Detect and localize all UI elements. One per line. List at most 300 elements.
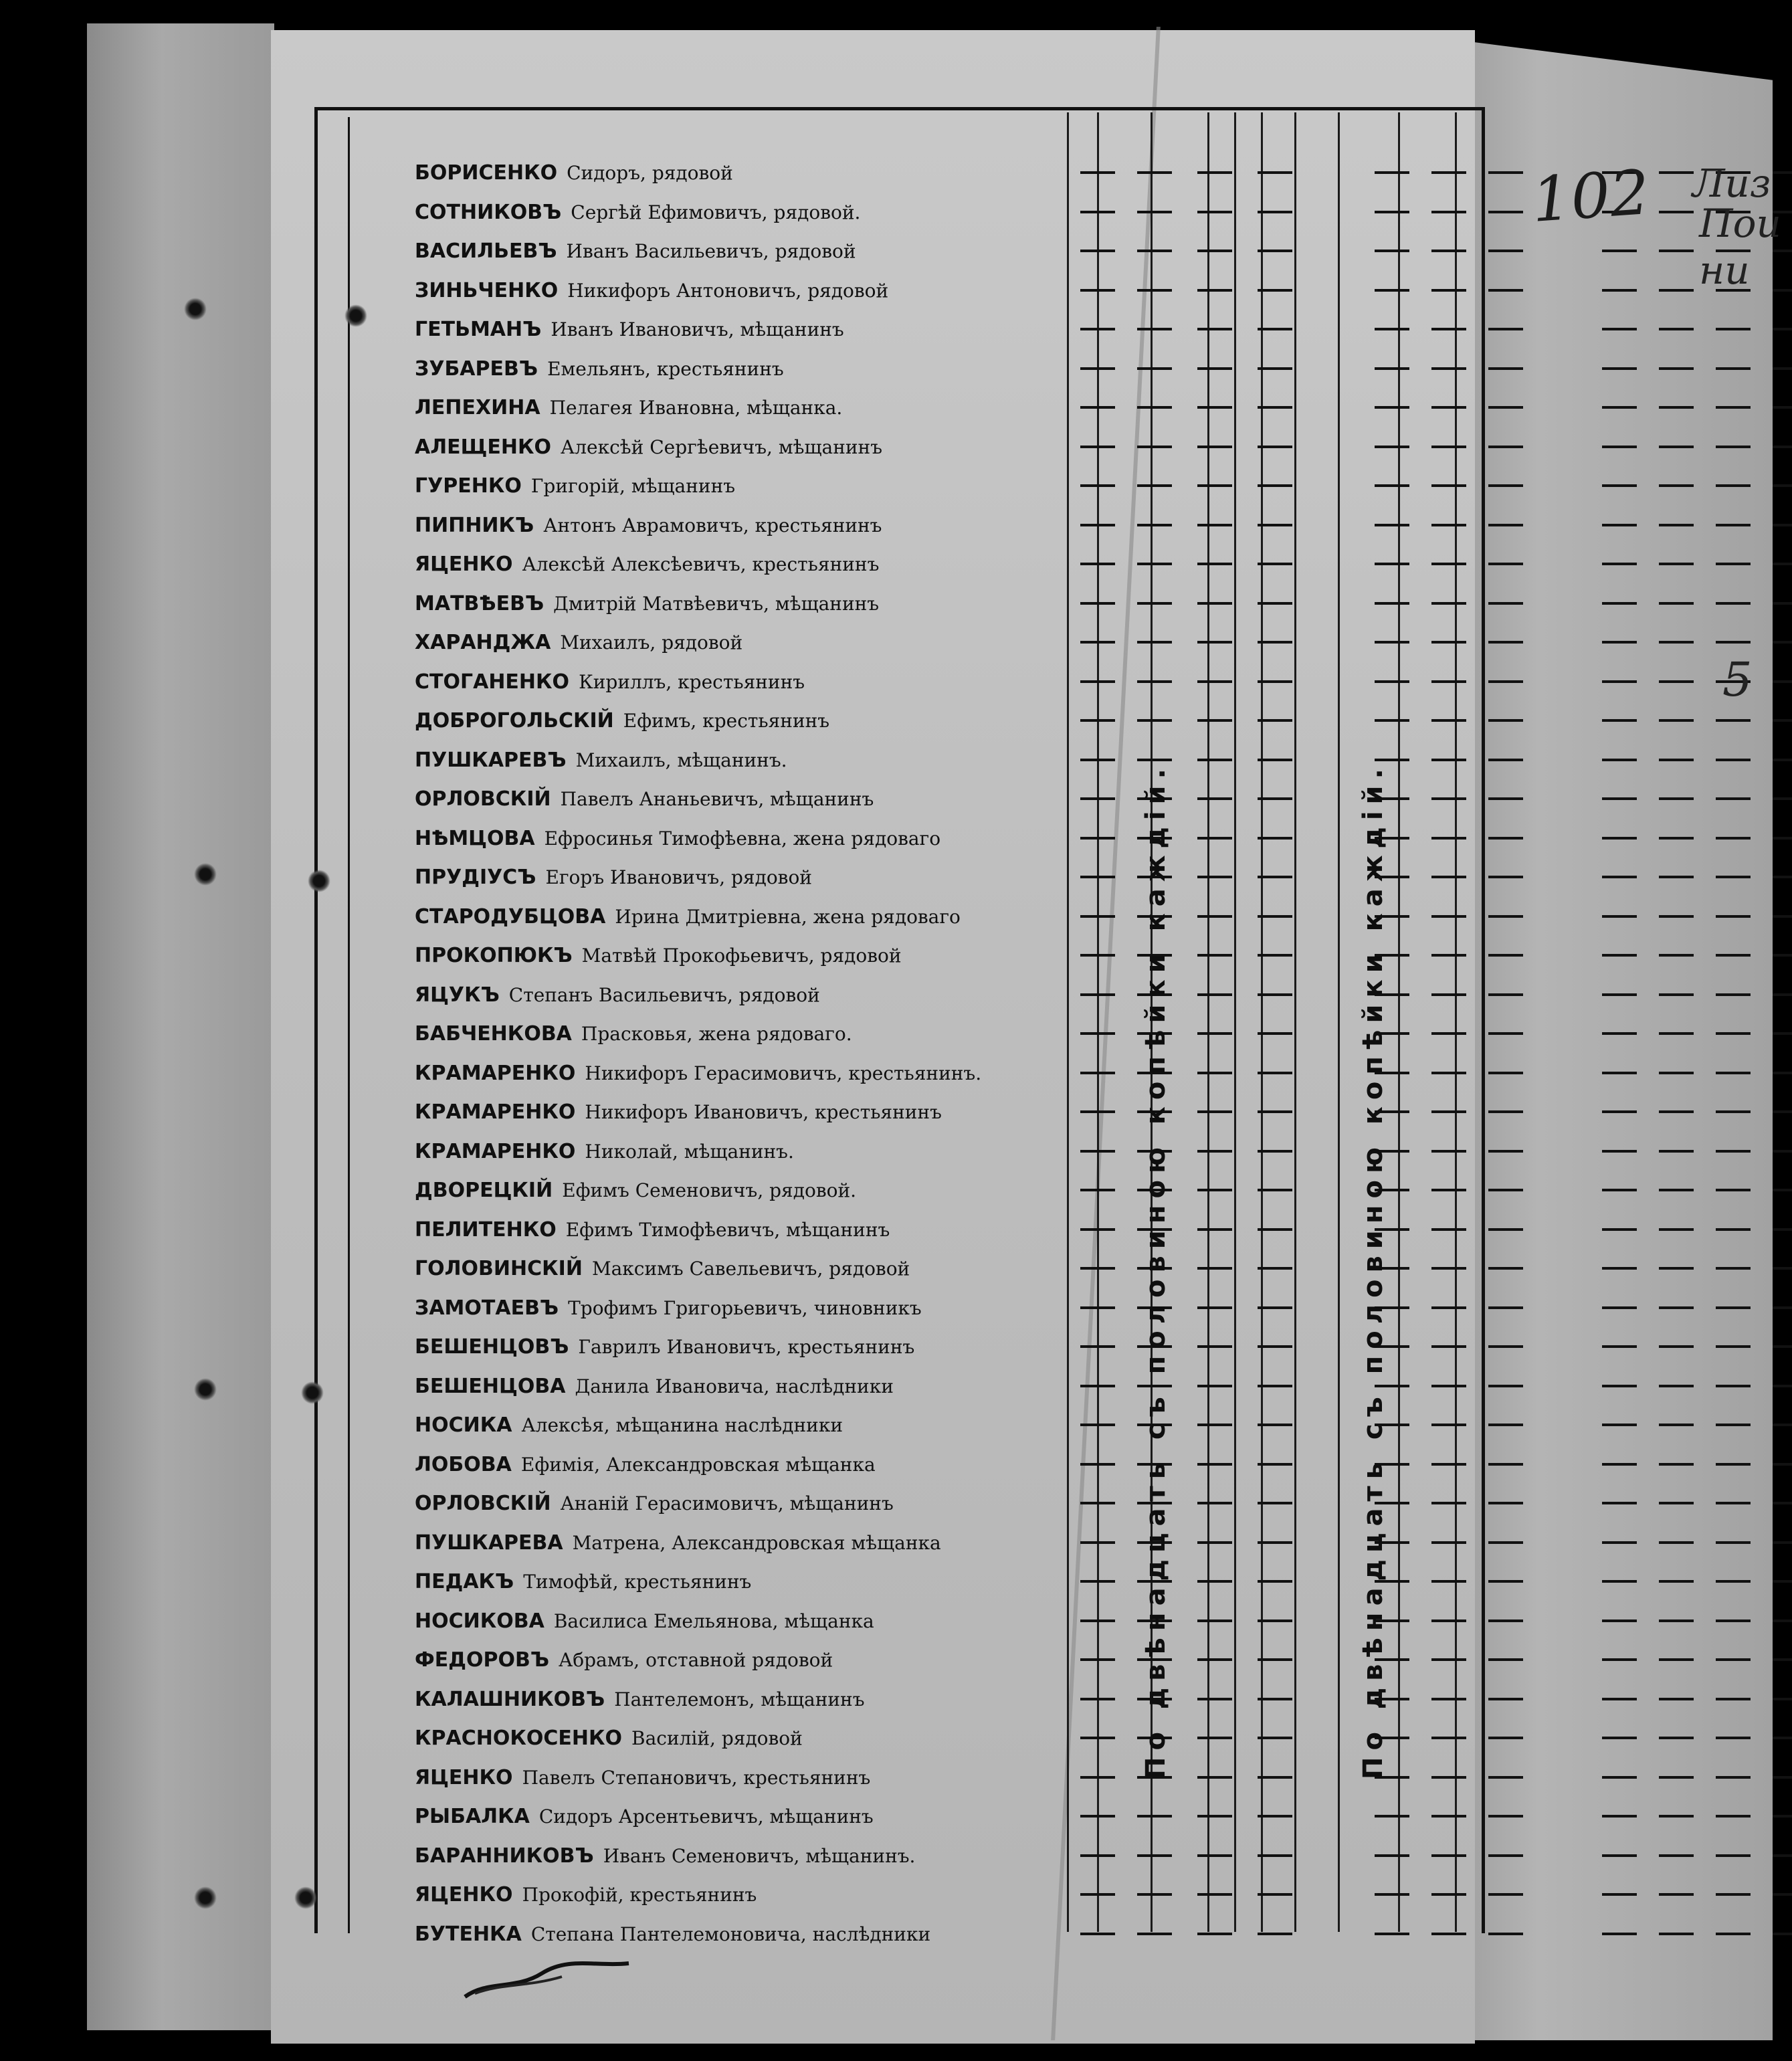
- ditto-mark: [1080, 954, 1115, 957]
- ditto-mark: [1431, 1032, 1466, 1035]
- ditto-mark: [1080, 328, 1115, 330]
- ditto-mark: [1080, 1541, 1115, 1544]
- ditto-mark: [1137, 1815, 1172, 1818]
- table-frame-left: [314, 107, 318, 1933]
- ditto-mark: [1773, 719, 1792, 722]
- ditto-mark: [1602, 1776, 1637, 1779]
- ditto-mark: [1137, 367, 1172, 370]
- ditto-mark: [1080, 719, 1115, 722]
- ditto-mark: [1488, 1815, 1523, 1818]
- entry-surname: ЯЦЕНКО: [415, 1765, 513, 1789]
- list-item: [415, 1915, 1458, 1955]
- ditto-mark: [1258, 1893, 1292, 1896]
- list-item: [415, 1876, 1458, 1915]
- entry-surname: НОСИКА: [415, 1413, 512, 1437]
- ditto-mark: [1258, 1072, 1292, 1074]
- entry-details: Пелагея Ивановна, мѣщанка.: [549, 397, 843, 419]
- ditto-mark: [1080, 602, 1115, 605]
- ditto-mark: [1137, 446, 1172, 448]
- ditto-mark: [1258, 1737, 1292, 1739]
- entry-details: Абрамъ, отставной рядовой: [559, 1649, 833, 1671]
- entry-details: Тимофѣй, крестьянинъ: [523, 1571, 752, 1593]
- ditto-mark: [1488, 1502, 1523, 1504]
- ditto-mark: [1602, 837, 1637, 840]
- ditto-mark: [1375, 719, 1409, 722]
- list-item: [415, 506, 1458, 546]
- ditto-mark: [1197, 1893, 1232, 1896]
- ditto-mark: [1716, 484, 1751, 487]
- ditto-mark: [1602, 797, 1637, 800]
- entry-details: Трофимъ Григорьевичъ, чиновникъ: [568, 1296, 922, 1319]
- list-item: [415, 780, 1458, 819]
- ditto-mark: [1488, 1385, 1523, 1387]
- ditto-mark: [1197, 171, 1232, 174]
- entry-surname: ПРОКОПЮКЪ: [415, 944, 573, 967]
- entry-ditto-marks: [1080, 1367, 1792, 1407]
- ditto-mark: [1659, 1228, 1694, 1231]
- ditto-mark: [1488, 1620, 1523, 1622]
- entry-ditto-marks: [1080, 310, 1792, 350]
- entry-ditto-marks: [1080, 585, 1792, 624]
- entry-surname: ЗУБАРЕВЪ: [415, 357, 538, 381]
- ditto-mark: [1716, 1698, 1751, 1700]
- entry-details: Максимъ Савельевичъ, рядовой: [591, 1258, 910, 1280]
- ditto-mark: [1137, 641, 1172, 644]
- ditto-mark: [1602, 680, 1637, 683]
- ditto-mark: [1080, 837, 1115, 840]
- ditto-mark: [1137, 719, 1172, 722]
- ditto-mark: [1197, 1267, 1232, 1270]
- ditto-mark: [1716, 1267, 1751, 1270]
- entry-ditto-marks: [1080, 1524, 1792, 1563]
- ditto-mark: [1431, 1815, 1466, 1818]
- ditto-mark: [1488, 876, 1523, 878]
- ditto-mark: [1716, 1072, 1751, 1074]
- ditto-mark: [1431, 759, 1466, 761]
- ditto-mark: [1197, 367, 1232, 370]
- entry-details: Степанъ Васильевичъ, рядовой: [508, 983, 820, 1006]
- entry-details: Григорій, мѣщанинъ: [530, 475, 736, 497]
- ditto-mark: [1258, 1698, 1292, 1700]
- entry-surname: ГОЛОВИНСКІЙ: [415, 1257, 583, 1280]
- ditto-mark: [1258, 1385, 1292, 1387]
- entry-ditto-marks: [1080, 976, 1792, 1015]
- entry-details: Прокофій, крестьянинъ: [522, 1884, 757, 1906]
- ink-scribble: [462, 1960, 635, 2000]
- ditto-mark: [1659, 680, 1694, 683]
- entry-ditto-marks: [1080, 272, 1792, 311]
- ditto-mark: [1773, 1072, 1792, 1074]
- entry-surname: БОРИСЕНКО: [415, 161, 558, 185]
- ditto-mark: [1602, 1737, 1637, 1739]
- ditto-mark: [1488, 446, 1523, 448]
- entry-ditto-marks: [1080, 1915, 1792, 1955]
- ditto-mark: [1659, 1854, 1694, 1857]
- ditto-mark: [1659, 1306, 1694, 1309]
- entry-surname: ГУРЕНКО: [415, 474, 522, 498]
- entry-details: Иванъ Ивановичъ, мѣщанинъ: [551, 318, 844, 340]
- ditto-mark: [1488, 837, 1523, 840]
- ditto-mark: [1258, 1228, 1292, 1231]
- ditto-mark: [1197, 1933, 1232, 1935]
- list-item: [415, 154, 1458, 193]
- ditto-mark: [1080, 915, 1115, 918]
- ditto-mark: [1602, 1267, 1637, 1270]
- ditto-mark: [1258, 1189, 1292, 1191]
- ditto-mark: [1602, 250, 1637, 252]
- ditto-mark: [1197, 1737, 1232, 1739]
- list-item: [415, 545, 1458, 585]
- ditto-mark: [1258, 1933, 1292, 1935]
- ditto-mark: [1137, 484, 1172, 487]
- ditto-mark: [1375, 759, 1409, 761]
- ditto-mark: [1258, 915, 1292, 918]
- ditto-mark: [1773, 446, 1792, 448]
- entry-surname: ПРУДІУСЪ: [415, 866, 536, 889]
- ditto-mark: [1602, 406, 1637, 409]
- list-item: [415, 819, 1458, 859]
- ditto-mark: [1431, 797, 1466, 800]
- list-item: [415, 585, 1458, 624]
- ditto-mark: [1659, 759, 1694, 761]
- entry-details: Пантелемонъ, мѣщанинъ: [614, 1688, 865, 1710]
- entry-ditto-marks: [1080, 1133, 1792, 1172]
- ditto-mark: [1431, 1306, 1466, 1309]
- ditto-mark: [1716, 876, 1751, 878]
- entry-surname: НОСИКОВА: [415, 1609, 544, 1633]
- ditto-mark: [1602, 1110, 1637, 1113]
- ditto-mark: [1431, 1150, 1466, 1153]
- entry-ditto-marks: [1080, 1876, 1792, 1915]
- ditto-mark: [1137, 289, 1172, 292]
- entry-ditto-marks: [1080, 506, 1792, 546]
- ditto-mark: [1137, 328, 1172, 330]
- ditto-mark: [1080, 171, 1115, 174]
- entry-details: Ефимія, Александровская мѣщанка: [520, 1453, 876, 1476]
- ditto-mark: [1488, 915, 1523, 918]
- ditto-mark: [1716, 1580, 1751, 1583]
- entry-details: Антонъ Аврамовичъ, крестьянинъ: [543, 514, 882, 536]
- margin-note-2: Пои: [1699, 201, 1781, 246]
- ditto-mark: [1488, 1776, 1523, 1779]
- ditto-mark: [1716, 1306, 1751, 1309]
- binding-hole: [301, 1381, 324, 1404]
- entry-ditto-marks: [1080, 1171, 1792, 1211]
- ditto-mark: [1602, 563, 1637, 565]
- ditto-mark: [1431, 211, 1466, 213]
- entry-ditto-marks: [1080, 1641, 1792, 1680]
- ditto-mark: [1080, 993, 1115, 996]
- entry-details: Никифоръ Герасимовичъ, крестьянинъ.: [585, 1062, 982, 1084]
- ditto-mark: [1258, 719, 1292, 722]
- ditto-mark: [1258, 602, 1292, 605]
- entry-surname: БЕШЕНЦОВЪ: [415, 1335, 569, 1359]
- entry-details: Егоръ Ивановичъ, рядовой: [545, 866, 812, 888]
- entry-surname: ЯЦУКЪ: [415, 983, 500, 1007]
- ditto-mark: [1659, 446, 1694, 448]
- ditto-mark: [1258, 484, 1292, 487]
- ditto-mark: [1258, 563, 1292, 565]
- entry-surname: ЯЦЕНКО: [415, 553, 513, 576]
- ditto-mark: [1431, 289, 1466, 292]
- ditto-mark: [1375, 641, 1409, 644]
- list-item: [415, 976, 1458, 1015]
- entry-surname: ПУШКАРЕВЪ: [415, 748, 567, 772]
- ditto-mark: [1602, 1150, 1637, 1153]
- list-item: [415, 1446, 1458, 1485]
- ditto-mark: [1602, 484, 1637, 487]
- ditto-mark: [1659, 367, 1694, 370]
- ditto-mark: [1488, 1933, 1523, 1935]
- ditto-mark: [1080, 1267, 1115, 1270]
- ditto-mark: [1602, 759, 1637, 761]
- ditto-mark: [1488, 641, 1523, 644]
- ditto-mark: [1197, 1424, 1232, 1426]
- ditto-mark: [1602, 1502, 1637, 1504]
- entry-surname: ОРЛОВСКІЙ: [415, 1492, 551, 1515]
- ditto-mark: [1488, 680, 1523, 683]
- entry-ditto-marks: [1080, 389, 1792, 428]
- ditto-mark: [1773, 484, 1792, 487]
- ditto-mark: [1773, 1424, 1792, 1426]
- ditto-mark: [1773, 837, 1792, 840]
- ditto-mark: [1488, 1698, 1523, 1700]
- ditto-mark: [1197, 1072, 1232, 1074]
- ditto-mark: [1080, 446, 1115, 448]
- entry-ditto-marks: [1080, 1211, 1792, 1250]
- entry-surname: СОТНИКОВЪ: [415, 200, 562, 224]
- entry-ditto-marks: [1080, 1015, 1792, 1054]
- ditto-mark: [1602, 915, 1637, 918]
- ditto-mark: [1258, 211, 1292, 213]
- ditto-mark: [1488, 1463, 1523, 1466]
- ditto-mark: [1375, 1893, 1409, 1896]
- entry-details: Прасковья, жена рядоваго.: [581, 1023, 852, 1045]
- ditto-mark: [1659, 1737, 1694, 1739]
- ditto-mark: [1258, 876, 1292, 878]
- ditto-mark: [1197, 680, 1232, 683]
- ditto-mark: [1716, 1737, 1751, 1739]
- ditto-mark: [1431, 1345, 1466, 1348]
- ditto-mark: [1197, 484, 1232, 487]
- ditto-mark: [1197, 1385, 1232, 1387]
- folio-number: 102: [1529, 157, 1652, 236]
- ditto-mark: [1488, 1580, 1523, 1583]
- ditto-mark: [1659, 1189, 1694, 1191]
- ditto-mark: [1659, 993, 1694, 996]
- ditto-mark: [1197, 1854, 1232, 1857]
- ditto-mark: [1659, 876, 1694, 878]
- ditto-mark: [1080, 1345, 1115, 1348]
- ditto-mark: [1659, 1072, 1694, 1074]
- ditto-mark: [1080, 1385, 1115, 1387]
- ditto-mark: [1431, 1110, 1466, 1113]
- ditto-mark: [1375, 446, 1409, 448]
- entry-details: Емельянъ, крестьянинъ: [547, 357, 784, 380]
- binding-hole: [344, 304, 367, 327]
- entry-details: Алексѣя, мѣщанина наслѣдники: [521, 1414, 843, 1436]
- ditto-mark: [1080, 797, 1115, 800]
- ditto-mark: [1488, 250, 1523, 252]
- ditto-mark: [1773, 1541, 1792, 1544]
- entry-ditto-marks: [1080, 1759, 1792, 1798]
- ditto-mark: [1716, 1463, 1751, 1466]
- vertical-heading-1: По двѣнадцать съ половиною копѣйки каждій.: [1140, 762, 1171, 1779]
- ditto-mark: [1488, 1345, 1523, 1348]
- list-item: [415, 1602, 1458, 1642]
- ditto-mark: [1258, 993, 1292, 996]
- entry-surname: ЗИНЬЧЕНКО: [415, 278, 559, 302]
- ditto-mark: [1197, 837, 1232, 840]
- ditto-mark: [1602, 1893, 1637, 1896]
- ditto-mark: [1659, 1267, 1694, 1270]
- ditto-mark: [1197, 915, 1232, 918]
- ditto-mark: [1431, 1541, 1466, 1544]
- ditto-mark: [1773, 524, 1792, 526]
- ditto-mark: [1602, 1228, 1637, 1231]
- entry-ditto-marks: [1080, 1719, 1792, 1759]
- ditto-mark: [1137, 1933, 1172, 1935]
- ditto-mark: [1431, 876, 1466, 878]
- ditto-mark: [1659, 1032, 1694, 1035]
- entry-surname: СТОГАНЕНКО: [415, 670, 570, 694]
- ditto-mark: [1773, 1698, 1792, 1700]
- ditto-mark: [1197, 1150, 1232, 1153]
- ditto-mark: [1773, 1776, 1792, 1779]
- ditto-mark: [1602, 1933, 1637, 1935]
- ditto-mark: [1488, 954, 1523, 957]
- entry-surname: БАБЧЕНКОВА: [415, 1022, 572, 1046]
- entry-details: Алексѣй Алексѣевичъ, крестьянинъ: [522, 553, 880, 575]
- ditto-mark: [1773, 993, 1792, 996]
- ditto-mark: [1431, 1385, 1466, 1387]
- ditto-mark: [1716, 954, 1751, 957]
- ditto-mark: [1602, 876, 1637, 878]
- ditto-mark: [1080, 1620, 1115, 1622]
- ditto-mark: [1659, 1658, 1694, 1661]
- ditto-mark: [1258, 1541, 1292, 1544]
- list-item: [415, 1289, 1458, 1329]
- ditto-mark: [1659, 1580, 1694, 1583]
- entry-ditto-marks: [1080, 232, 1792, 272]
- ditto-mark: [1258, 1658, 1292, 1661]
- entry-ditto-marks: [1080, 1406, 1792, 1446]
- entry-ditto-marks: [1080, 858, 1792, 898]
- entry-details: Иванъ Васильевичъ, рядовой: [566, 240, 856, 262]
- entry-ditto-marks: [1080, 937, 1792, 976]
- ditto-mark: [1258, 1032, 1292, 1035]
- ditto-mark: [1137, 563, 1172, 565]
- ditto-mark: [1659, 250, 1694, 252]
- ditto-mark: [1716, 993, 1751, 996]
- ditto-mark: [1258, 1306, 1292, 1309]
- ditto-mark: [1197, 1698, 1232, 1700]
- table-frame-top: [314, 107, 1485, 110]
- list-item: [415, 623, 1458, 663]
- ditto-mark: [1602, 1854, 1637, 1857]
- ditto-mark: [1197, 1228, 1232, 1231]
- ditto-mark: [1716, 1815, 1751, 1818]
- ditto-mark: [1080, 1072, 1115, 1074]
- ditto-mark: [1197, 759, 1232, 761]
- ditto-mark: [1659, 1463, 1694, 1466]
- entry-surname: КРАМАРЕНКО: [415, 1100, 576, 1124]
- ditto-mark: [1431, 915, 1466, 918]
- ditto-mark: [1488, 1032, 1523, 1035]
- ditto-mark: [1773, 1032, 1792, 1035]
- entry-ditto-marks: [1080, 819, 1792, 859]
- entry-ditto-marks: [1080, 1250, 1792, 1289]
- entry-ditto-marks: [1080, 898, 1792, 937]
- ditto-mark: [1258, 1815, 1292, 1818]
- ditto-mark: [1137, 211, 1172, 213]
- ditto-mark: [1431, 1854, 1466, 1857]
- ditto-mark: [1659, 1815, 1694, 1818]
- ditto-mark: [1773, 1189, 1792, 1191]
- ditto-mark: [1431, 406, 1466, 409]
- list-item: [415, 389, 1458, 428]
- entry-ditto-marks: [1080, 1054, 1792, 1094]
- ditto-mark: [1197, 954, 1232, 957]
- ditto-mark: [1602, 993, 1637, 996]
- entry-surname: КРАМАРЕНКО: [415, 1061, 576, 1085]
- ditto-mark: [1659, 1424, 1694, 1426]
- ditto-mark: [1258, 250, 1292, 252]
- ditto-mark: [1375, 602, 1409, 605]
- entry-surname: ГЕТЬМАНЪ: [415, 318, 542, 341]
- ditto-mark: [1080, 1502, 1115, 1504]
- ditto-mark: [1773, 954, 1792, 957]
- entry-details: Данила Ивановича, наслѣдники: [575, 1375, 894, 1397]
- ditto-mark: [1659, 1110, 1694, 1113]
- ditto-mark: [1659, 563, 1694, 565]
- ditto-mark: [1197, 1541, 1232, 1544]
- ditto-mark: [1431, 1620, 1466, 1622]
- entry-surname: ЯЦЕНКО: [415, 1883, 513, 1906]
- ditto-mark: [1602, 1072, 1637, 1074]
- ditto-mark: [1716, 1424, 1751, 1426]
- ditto-mark: [1375, 680, 1409, 683]
- list-item: [415, 1563, 1458, 1602]
- ditto-mark: [1488, 289, 1523, 292]
- ditto-mark: [1431, 171, 1466, 174]
- ditto-mark: [1431, 1228, 1466, 1231]
- entry-details: Михаилъ, рядовой: [560, 631, 743, 654]
- ditto-mark: [1602, 1032, 1637, 1035]
- ditto-mark: [1659, 1933, 1694, 1935]
- entry-details: Ефимъ, крестьянинъ: [623, 710, 830, 732]
- ditto-mark: [1431, 1072, 1466, 1074]
- ditto-mark: [1080, 289, 1115, 292]
- ditto-mark: [1716, 1228, 1751, 1231]
- ditto-mark: [1080, 1658, 1115, 1661]
- ditto-mark: [1659, 719, 1694, 722]
- ditto-mark: [1375, 328, 1409, 330]
- ditto-mark: [1659, 406, 1694, 409]
- ditto-mark: [1197, 1345, 1232, 1348]
- ditto-mark: [1488, 1658, 1523, 1661]
- ditto-mark: [1488, 1306, 1523, 1309]
- entry-surname: ПУШКАРЕВА: [415, 1531, 563, 1555]
- ditto-mark: [1375, 211, 1409, 213]
- ditto-mark: [1431, 524, 1466, 526]
- entry-surname: БАРАННИКОВЪ: [415, 1844, 594, 1868]
- left-page-edge: [87, 23, 274, 2030]
- ditto-mark: [1773, 1345, 1792, 1348]
- ditto-mark: [1773, 1580, 1792, 1583]
- ditto-mark: [1258, 328, 1292, 330]
- ditto-mark: [1716, 1854, 1751, 1857]
